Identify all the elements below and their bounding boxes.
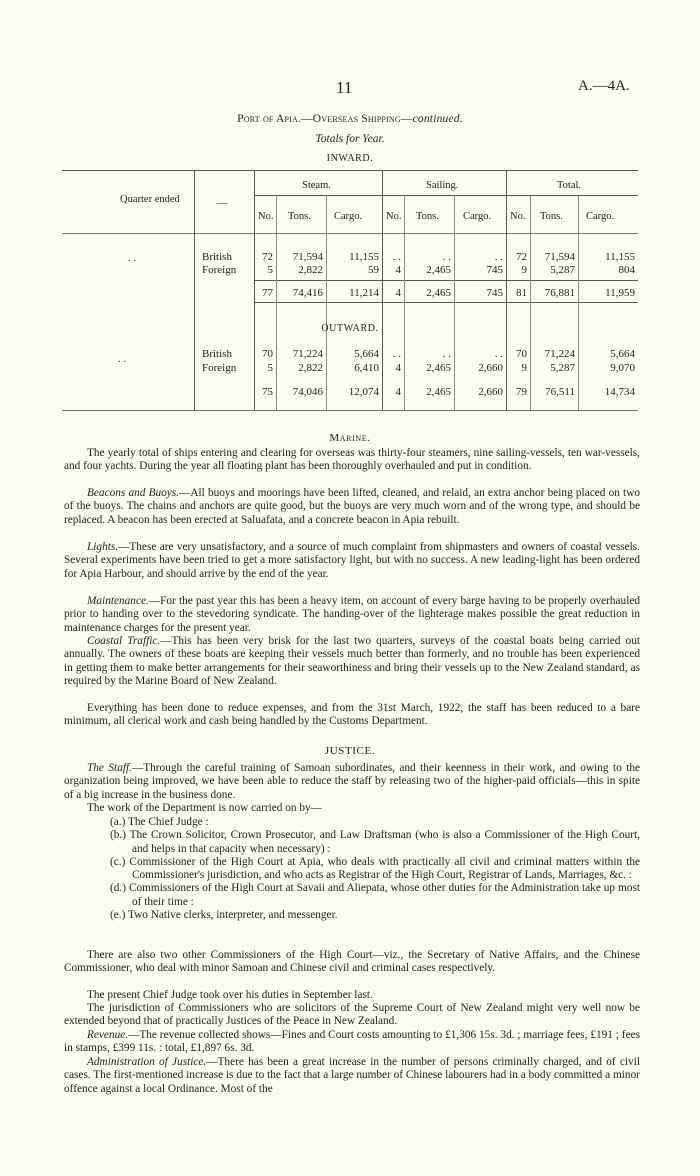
table-cell: 5,287 xyxy=(550,264,575,276)
justice-heading: JUSTICE. xyxy=(324,745,376,757)
table-cell: . . xyxy=(442,348,451,360)
col-header: Tons. xyxy=(288,211,311,222)
row-label-foreign: Foreign xyxy=(202,264,237,276)
table-cell: 6,410 xyxy=(354,362,379,374)
table-cell: 2,822 xyxy=(298,362,323,374)
table-title: Port of Apia.—Overseas Shipping—continued. xyxy=(237,113,463,125)
col-header: Tons. xyxy=(416,211,439,222)
table-cell: 4 xyxy=(395,287,401,299)
page-number: 11 xyxy=(336,78,353,97)
inward-heading: INWARD. xyxy=(326,153,374,164)
list-item: (c.) Commissioner of the High Court at Apia, who deals with practically all civil and criminal matters within the Commissioner's jurisdiction, and who acts as Registrar of the High Court, Registrar of Lands, Marriages, &c. : xyxy=(110,855,640,882)
table-cell: 804 xyxy=(618,264,635,276)
table-cell: 70 xyxy=(262,348,273,360)
justice-staff-paragraph: The Staff.—Through the careful training of Samoan subordinates, and their keenness in their work, and owing to the organization being improved, we have been able to reduce the staff by releasing two of the higher-paid officials—this in spite of a big increase in the business done. xyxy=(64,762,640,801)
list-item: (d.) Commissioners of the High Court at Savaii and Aliepata, whose other duties for the Administration take up most of their time : xyxy=(110,882,640,908)
table-cell: 5 xyxy=(267,362,273,374)
table-cell: 12,074 xyxy=(348,386,379,398)
table-cell: 9 xyxy=(521,362,527,374)
table-cell: . . xyxy=(392,348,401,360)
justice-commissioners-paragraph: There are also two other Commissioners of the High Court—viz., the Secretary of Native Affairs, and the Chinese Commissioner, who deal with minor Samoan and Chinese civil and criminal cases respectively. xyxy=(64,949,640,975)
page-header xyxy=(0,78,700,102)
col-header: Cargo. xyxy=(586,211,615,222)
table-cell: 14,734 xyxy=(604,386,635,398)
table-cell: 77 xyxy=(262,287,273,299)
marine-paragraph: The yearly total of ships entering and clearing for overseas was thirty-four steamers, nine sailing-vessels, ten war-vessels, and four yachts. During the year all floating plant has been thoroughly overhauled and put in condition. xyxy=(64,447,640,473)
table-cell: 74,046 xyxy=(292,386,323,398)
col-header: No. xyxy=(258,211,274,222)
table-cell: 2,465 xyxy=(426,287,451,299)
group-header-steam: Steam. xyxy=(302,180,331,191)
table-cell: 71,224 xyxy=(292,348,323,360)
row-label-british: British xyxy=(202,251,232,263)
row-label-foreign: Foreign xyxy=(202,362,237,374)
justice-work-paragraph: The work of the Department is now carried on by— xyxy=(87,802,322,814)
justice-revenue-paragraph: Revenue.—The revenue collected shows—Fines and Court costs amounting to £1,306 15s. 3d. ; marriage fees, £191 ; fees in stamps, £399 11s. : total, £1,897 6s. 3d. xyxy=(64,1029,640,1055)
justice-staff-list xyxy=(110,816,640,922)
list-item: (b.) The Crown Solicitor, Crown Prosecutor, and Law Draftsman (who is also a Commissioner of the High Court, and helps in that capacity when necessary) : xyxy=(110,829,640,855)
table-cell: . . xyxy=(494,348,503,360)
table-cell: 4 xyxy=(395,264,401,276)
list-item: (a.) The Chief Judge : xyxy=(110,816,209,828)
table-cell: 4 xyxy=(395,386,401,398)
table-cell: 11,959 xyxy=(605,287,635,299)
inward-quarter: . . xyxy=(128,252,137,264)
shipping-table xyxy=(62,167,638,417)
outward-heading: OUTWARD. xyxy=(321,323,379,334)
table-cell: 5,664 xyxy=(610,348,635,360)
dash-header: — xyxy=(217,198,228,209)
document-reference: A.—4A. xyxy=(578,78,630,94)
table-cell: 59 xyxy=(368,264,379,276)
table-cell: 71,224 xyxy=(544,348,575,360)
table-cell: 9,070 xyxy=(610,362,635,374)
col-header: Cargo. xyxy=(334,211,363,222)
table-cell: 72 xyxy=(516,251,527,263)
table-cell: 2,822 xyxy=(298,264,323,276)
justice-jurisdiction-paragraph: The jurisdiction of Commissioners who are solicitors of the Supreme Court of New Zealand might very well now be extended beyond that of practically Justices of the Peace in New Zealand. xyxy=(64,1002,640,1028)
table-cell: 745 xyxy=(486,287,503,299)
col-header: No. xyxy=(510,211,526,222)
table-cell: 9 xyxy=(521,264,527,276)
quarter-header: Quarter ended xyxy=(120,194,180,205)
table-cell: 2,660 xyxy=(478,386,503,398)
table-cell: . . xyxy=(494,251,503,263)
justice-chief-judge-paragraph: The present Chief Judge took over his duties in September last. xyxy=(87,989,373,1001)
col-header: Cargo. xyxy=(463,211,492,222)
row-label-british: British xyxy=(202,348,232,360)
group-header-total: Total. xyxy=(557,180,582,191)
table-cell: 11,155 xyxy=(605,251,635,263)
table-cell: 79 xyxy=(516,386,527,398)
marine-coastal-paragraph: Coastal Traffic.—This has been very brisk for the last two quarters, surveys of the coastal boats being carried out annually. The owners of these boats are keeping their vessels much better than formerly, and no trouble has been experienced in getting them to make better arrangements for their seaworthiness and bring their vessels up to the New Zealand standard, as required by the Marine Board of New Zealand. xyxy=(64,635,640,687)
table-cell: 76,511 xyxy=(545,386,575,398)
table-subtitle: Totals for Year. xyxy=(315,133,385,145)
list-item: (e.) Two Native clerks, interpreter, and messenger. xyxy=(110,909,338,922)
marine-expenses-paragraph: Everything has been done to reduce expenses, and from the 31st March, 1922, the staff has been reduced to a bare minimum, all clerical work and cash being handled by the Customs Department. xyxy=(64,702,640,728)
table-cell: 5,287 xyxy=(550,362,575,374)
table-cell: . . xyxy=(442,251,451,263)
marine-beacons-paragraph: Beacons and Buoys.—All buoys and moorings have been lifted, cleaned, and relaid, an extra anchor being placed on two of the buoys. The chains and anchors are quite good, but the buoys are very much worn and of the wrong type, and should be replaced. A beacon has been erected at Saluafata, and a concrete beacon in Apia rebuilt. xyxy=(64,487,640,526)
table-cell: 11,155 xyxy=(349,251,379,263)
table-cell: . . xyxy=(392,251,401,263)
table-cell: 2,660 xyxy=(478,362,503,374)
table-cell: 76,881 xyxy=(544,287,575,299)
table-cell: 71,594 xyxy=(544,251,575,263)
table-cell: 74,416 xyxy=(292,287,323,299)
table-cell: 4 xyxy=(395,362,401,374)
table-cell: 11,214 xyxy=(349,287,379,299)
group-header-sailing: Sailing. xyxy=(426,180,459,191)
col-header: No. xyxy=(386,211,402,222)
marine-maintenance-paragraph: Maintenance.—For the past year this has been a heavy item, on account of every barge having to be properly overhauled prior to handing over to the stevedoring syndicate. The handing-over of the lighterage makes possible the great reduction in maintenance charges for the present year. xyxy=(64,595,640,634)
table-cell: 81 xyxy=(516,287,527,299)
table-cell: 2,465 xyxy=(426,386,451,398)
marine-heading: Marine. xyxy=(329,432,371,444)
table-cell: 5 xyxy=(267,264,273,276)
table-cell: 2,465 xyxy=(426,362,451,374)
justice-administration-paragraph: Administration of Justice.—There has been a great increase in the number of persons criminally charged, and of civil cases. The first-mentioned increase is due to the fact that a large number of Chinese labourers had in a body committed a minor offence against a local Ordinance. Most of the xyxy=(64,1056,640,1095)
outward-quarter: . . xyxy=(118,353,127,365)
table-cell: 5,664 xyxy=(354,348,379,360)
table-cell: 71,594 xyxy=(292,251,323,263)
table-cell: 745 xyxy=(486,264,503,276)
col-header: Tons. xyxy=(540,211,563,222)
table-cell: 75 xyxy=(262,386,273,398)
marine-lights-paragraph: Lights.—These are very unsatisfactory, and a source of much complaint from shipmasters and owners of coastal vessels. Several experiments have been tried to get a more satisfactory light, but with no success. A new leading-light has been ordered for Apia Harbour, and should arrive by the end of the year. xyxy=(64,541,640,580)
table-cell: 2,465 xyxy=(426,264,451,276)
table-cell: 70 xyxy=(516,348,527,360)
table-cell: 72 xyxy=(262,251,273,263)
